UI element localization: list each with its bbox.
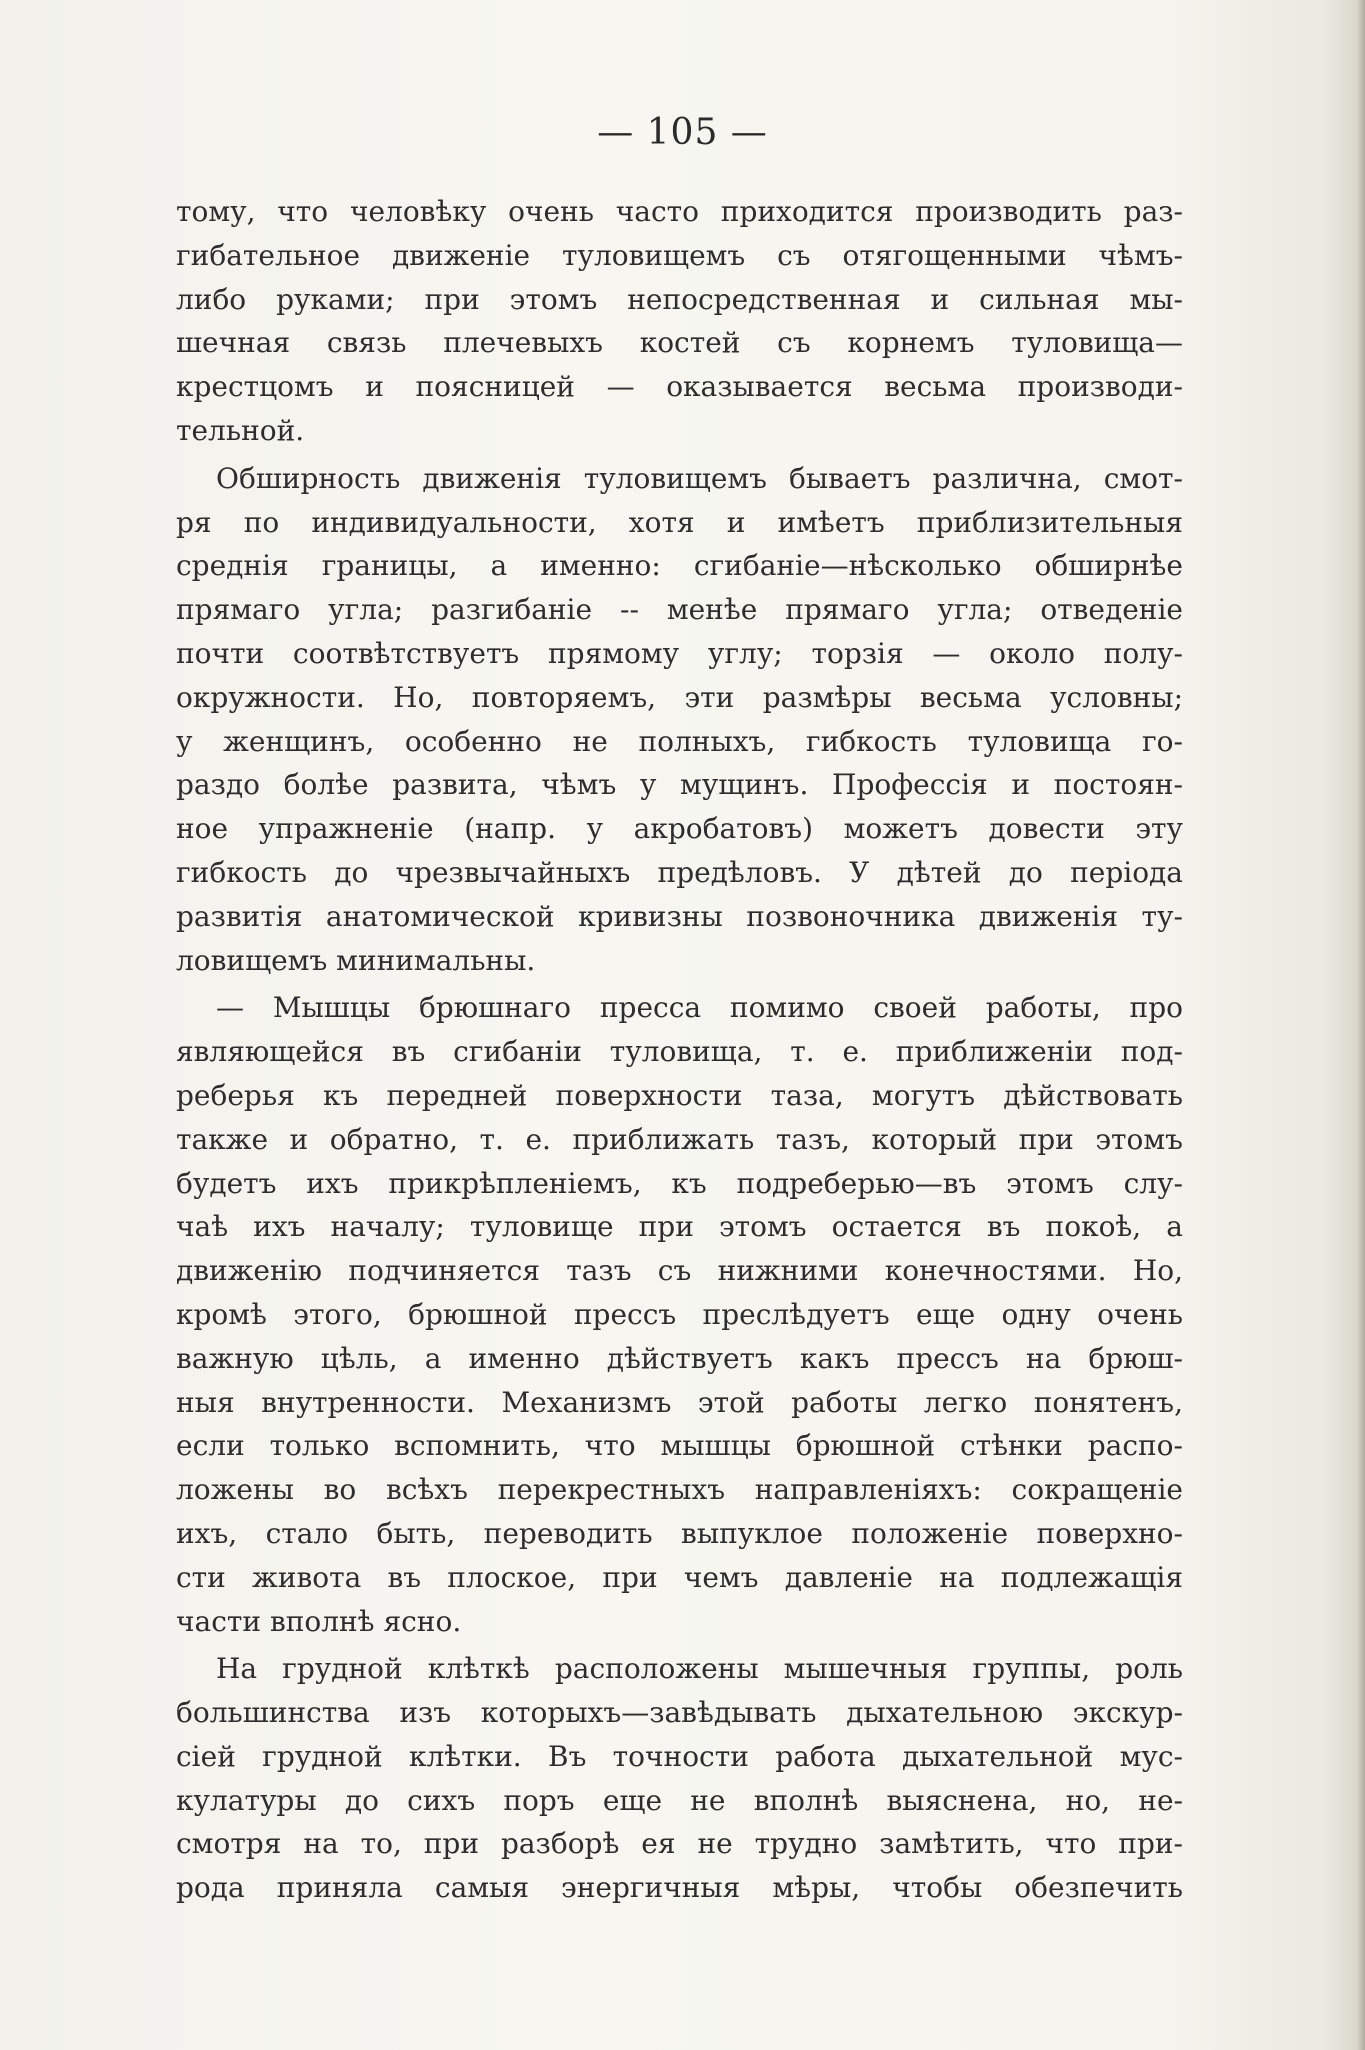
text-line: являющейся въ сгибанiи туловища, т. е. приближенiи под- [176,1035,1183,1069]
text-line: шечная связь плечевыхъ костей съ корнемъ туловища— [176,326,1183,360]
paragraph-2 [176,457,1183,983]
page-edge-shadow [1357,0,1365,2050]
text-line: кулатуры до сихъ поръ еще не вполнѣ выяснена, но, не- [176,1783,1183,1817]
text-line: крестцомъ и поясницей — оказывается весьма производи- [176,370,1183,404]
text-line: у женщинъ, особенно не полныхъ, гибкость туловища го- [176,724,1183,758]
text-line: прямаго угла; разгибанiе -- менѣе прямаго угла; отведенiе [176,593,1183,627]
text-line: почти соотвѣтствуетъ прямому углу; торзiя — около полу- [176,636,1183,670]
text-line: ря по индивидуальности, хотя и имѣетъ приблизительныя [176,505,1183,539]
text-line: ложены во всѣхъ перекрестныхъ направленiяхъ: сокращенiе [176,1473,1183,1507]
text-line: развитiя анатомической кривизны позвоночника движенiя ту- [176,899,1183,933]
text-line: либо руками; при этомъ непосредственная и сильная мы- [176,282,1183,316]
text-line: рода приняла самыя энергичныя мѣры, чтобы обезпечить [176,1871,1183,1905]
text-line: реберья къ передней поверхности таза, могутъ дѣйствовать [176,1078,1183,1112]
page-number: — 105 — [597,112,768,153]
text-line: раздо болѣе развита, чѣмъ у мущинъ. Профессiя и постоян- [176,768,1183,802]
text-line: окружности. Но, повторяемъ, эти размѣры весьма условны; [176,680,1183,714]
text-line: будетъ ихъ прикрѣпленiемъ, къ подреберью—въ этомъ слу- [176,1166,1183,1200]
text-line: ловищемъ минимальны. [176,943,536,977]
text-line: смотря на то, при разборѣ ея не трудно замѣтить, что при- [176,1827,1183,1861]
text-line: также и обратно, т. е. приближать тазъ, который при этомъ [176,1122,1183,1156]
text-line: — Мышцы брюшнаго пресса помимо своей работы, про [216,991,1183,1025]
paragraph-3 [176,986,1183,1643]
body-text [176,190,1183,1914]
text-line: большинства изъ которыхъ—завѣдывать дыхательною экскур- [176,1696,1183,1730]
paragraph-1 [176,190,1183,453]
text-line: сiей грудной клѣтки. Въ точности работа дыхательной мус- [176,1739,1183,1773]
text-line: если только вспомнить, что мышцы брюшной стѣнки распо- [176,1429,1183,1463]
paragraph-4 [176,1647,1183,1910]
text-line: кромѣ этого, брюшной прессъ преслѣдуетъ еще одну очень [176,1297,1183,1331]
text-line: тельной. [176,413,305,447]
text-line: движенiю подчиняется тазъ съ нижними конечностями. Но, [176,1254,1183,1288]
text-line: ихъ, стало быть, переводить выпуклое положенiе поверхно- [176,1516,1183,1550]
text-line: гибкость до чрезвычайныхъ предѣловъ. У дѣтей до перiода [176,855,1183,889]
text-line: среднiя границы, а именно: сгибанiе—нѣсколько обширнѣе [176,549,1183,583]
text-line: На грудной клѣткѣ расположены мышечныя группы, роль [216,1652,1183,1686]
text-line: части вполнѣ ясно. [176,1604,462,1638]
text-line: сти живота въ плоское, при чемъ давленiе на подлежащiя [176,1560,1183,1594]
text-line: Обширность движенiя туловищемъ бываетъ различна, смот- [216,461,1183,495]
text-line: важную цѣль, а именно дѣйствуетъ какъ прессъ на брюш- [176,1341,1183,1375]
text-line: ныя внутренности. Механизмъ этой работы легко понятенъ, [176,1385,1183,1419]
text-line: ное упражненiе (напр. у акробатовъ) можетъ довести эту [176,812,1183,846]
text-line: тому, что человѣку очень часто приходится производить раз- [176,195,1183,228]
text-line: чаѣ ихъ началу; туловище при этомъ остается въ покоѣ, а [176,1210,1183,1244]
text-line: гибательное движенiе туловищемъ съ отягощенными чѣмъ- [176,238,1183,272]
